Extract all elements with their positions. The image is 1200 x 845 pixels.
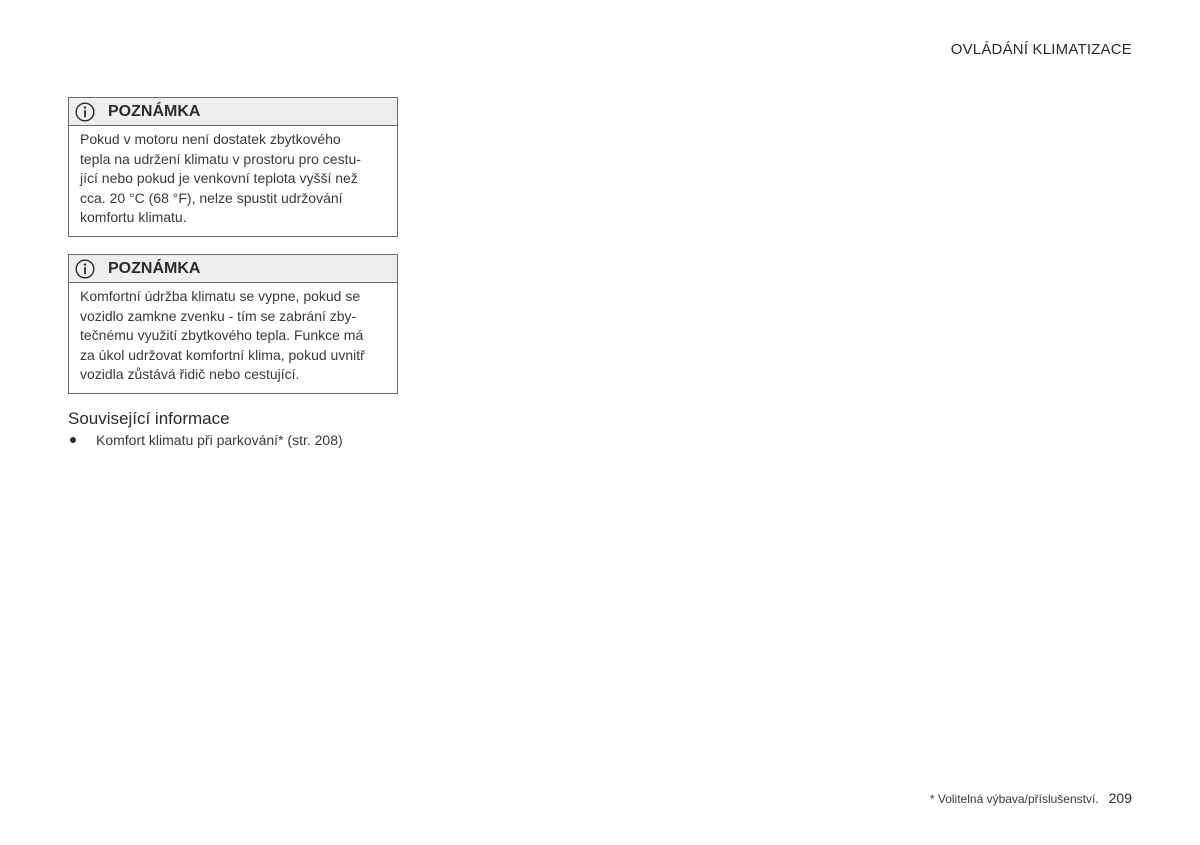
note-body: Pokud v motoru není dostatek zbytkového tepla na udržení klimatu v prostoru pro cestu- jící nebo pokud je venkovní teplota vyšší než cca. 20 °C (68 °F), nelze spustit udržování komfortu klimatu.: [80, 131, 361, 225]
note-title: POZNÁMKA: [108, 259, 201, 277]
note-box: [68, 254, 398, 394]
note-title: POZNÁMKA: [108, 102, 201, 120]
page-footer: [930, 790, 1132, 806]
footnote: * Volitelná výbava/příslušenství.: [929, 792, 1099, 806]
note-header: [69, 255, 397, 283]
note-box: [68, 97, 398, 237]
related-info-list: [68, 432, 343, 448]
related-info-heading: Související informace: [68, 409, 230, 428]
chapter-title: OVLÁDÁNÍ KLIMATIZACE: [950, 41, 1132, 58]
page-number: 209: [1108, 790, 1132, 806]
note-body: Komfortní údržba klimatu se vypne, pokud se vozidlo zamkne zvenku - tím se zabrání zby- tečnému využití zbytkového tepla. Funkce má za úkol udržovat komfortní klima, pokud uvnitř vozidla zůstává řidič nebo cestující.: [80, 288, 365, 382]
bullet-icon: [70, 437, 76, 443]
info-icon: [75, 102, 95, 122]
related-info-link[interactable]: Komfort klimatu při parkování* (str. 208): [96, 432, 343, 448]
info-icon: [75, 259, 95, 279]
note-header: [69, 98, 397, 126]
related-info-item[interactable]: [68, 432, 343, 448]
